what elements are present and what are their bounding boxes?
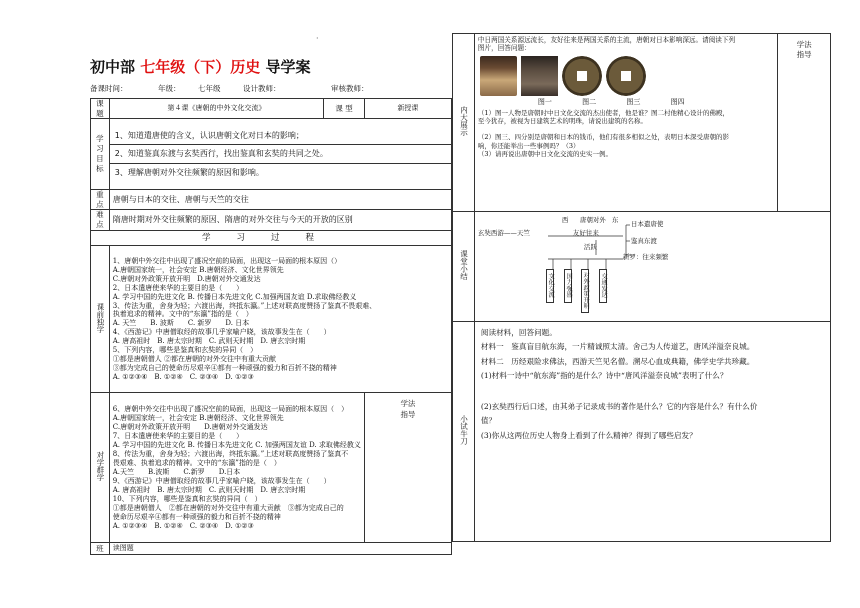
pre-study-line-4: 2、日本遣唐使来华的主要目的是（ ） xyxy=(112,283,244,292)
designer-label: 设计教师： xyxy=(243,84,281,93)
goals-label: 学习目标 xyxy=(91,119,110,190)
course-label: 课 题 xyxy=(91,99,110,119)
japan-coin-image xyxy=(606,56,646,96)
group-study-label: 对学群学 xyxy=(91,393,110,543)
show-intro-2: 图片，回答问题： xyxy=(477,44,531,53)
group-study-line-14: A. ①②③④ B. ①②④ C. ②③④ D. ①②③ xyxy=(112,521,254,530)
key-label: 重 点 xyxy=(91,190,110,210)
pre-study-line-11: 5、下列内容，哪些是鉴真和玄奘的异同（ ） xyxy=(112,346,258,355)
page-title xyxy=(90,56,311,77)
pre-study-line-10: A. 唐高祖时 B. 唐太宗时期 C. 武则天时期 D. 唐玄宗时期 xyxy=(112,337,306,346)
pre-study-questions xyxy=(109,246,451,393)
course-value: 第４课《唐朝的中外文化交流》 xyxy=(109,99,323,119)
group-study-line-7: 畏艰难、执着追求的精神。文中的“东瀛”指的是（ ） xyxy=(112,458,281,467)
practice-line-1: 阅读材料，回答问题。 xyxy=(480,328,557,337)
group-study-line-4: 7、日本遣唐使来华的主要目的是（ ） xyxy=(112,432,244,441)
goal-2: 2、知道鉴真东渡与玄奘西行，找出鉴真和玄奘的共同之处。 xyxy=(110,145,451,164)
type-label: 课 型 xyxy=(324,99,365,119)
group-study-line-2: A.唐朝国家统一，社会安定 B.唐朝经济、文化世界领先 xyxy=(112,414,284,423)
goals-cell xyxy=(109,119,451,190)
summary-box-traffic: 交通发达 xyxy=(599,269,607,303)
practice-line-6 xyxy=(481,392,826,400)
group-study-line-11: 10、下列内容，哪些是鉴真和玄奘的异同（ ） xyxy=(112,494,262,503)
pre-study-line-13: ③都为完成自己的使命历尽艰辛④都有一种顽强的毅力和百折不挠的精神 xyxy=(112,364,337,373)
practice-line-3: 材料二 历经艰险求佛法，西游天竺见名僧。溯尽心血成典籍，佛学史学共珍藏。 xyxy=(480,356,755,366)
practice-line-5 xyxy=(481,384,826,392)
temple-photo-image xyxy=(521,56,558,96)
tang-coin-image xyxy=(562,56,602,96)
pre-study-line-7: 执着追求的精神。文中的“东瀛”指的是（ ） xyxy=(112,310,253,319)
show-question-line-2: 至今犹存，被视为日建筑艺术的明珠，请说出建筑的名称。 xyxy=(477,117,647,126)
pre-study-line-6: 3、传法为重，舍身为轻；六渡出海，终抵东瀛。”上述对联高度赞扬了鉴真不畏艰难、 xyxy=(112,301,377,310)
group-study-line-13: 使命历尽艰辛④都有一种顽强的毅力和百折不挠的精神 xyxy=(112,512,281,521)
goal-3: 3、理解唐朝对外交往频繁的原因和影响。 xyxy=(114,167,264,177)
difficulty-value: 隋唐时期对外交往频繁的原因、隋唐的对外交往与今天的开放的区别 xyxy=(109,210,451,230)
pre-study-line-12: ①都是唐朝僧人 ②都在唐朝的对外交往中有重大贡献 xyxy=(112,355,276,364)
practice-line-9: (3)你从这两位历史人物身上看到了什么精神？得到了哪些启发？ xyxy=(480,430,697,440)
method-guide-left: 学法指导 xyxy=(364,393,451,543)
lesson-plan-table xyxy=(90,98,452,555)
group-study-questions xyxy=(109,393,364,543)
pre-study-line-9: 4、《西游记》中唐僧取经的故事几乎家喻户晓，该故事发生在（ ） xyxy=(112,328,331,337)
group-study-line-3: C.唐朝对外政策开放开明 D.唐朝对外交通发达 xyxy=(112,423,268,432)
summary-diagram xyxy=(474,212,830,322)
summary-east: 东 xyxy=(611,215,619,224)
practice-questions xyxy=(474,322,830,542)
prep-time-label: 备课时间： xyxy=(90,84,128,93)
show-question-line-4: （2）图三、四分别是唐朝和日本的钱币，他们有很多相似之处，表明日本深受唐朝的影 xyxy=(477,133,730,142)
summary-friendly: 友好往来 xyxy=(572,228,599,237)
title-subject: 七年级（下）历史 xyxy=(140,58,261,76)
monk-portrait-image xyxy=(480,56,517,96)
pre-study-line-1: 1、唐朝中外交往中出现了盛况空前的局面，出现这一局面的根本原因（） xyxy=(112,256,342,265)
practice-line-8: 值？ xyxy=(480,416,497,426)
show-label: 内大展示 xyxy=(453,34,475,212)
class-label: 班 xyxy=(91,543,110,555)
grade-label: 年级： xyxy=(158,84,181,93)
summary-west: 西 xyxy=(561,215,569,224)
group-study-line-5: A. 学习中国的先进文化 B. 传播日本先进文化 C. 加强两国友谊 D. 求取佛经教义 xyxy=(112,441,361,450)
practice-line-4: (1)材料一诗中“航东海”指的是什么？诗中“唐风洋溢奈良城”表明了什么？ xyxy=(480,371,728,381)
group-study-line-8: A.天竺 B.波斯 C.新罗 D.日本 xyxy=(112,467,241,476)
show-question-line-6: （3）请再说出唐朝中日文化交流的史实一例。 xyxy=(477,150,613,159)
pre-study-line-5: A. 学习中国的先进文化 B. 传播日本先进文化 C.加强两国友谊 D.求取佛经教义 xyxy=(112,292,357,301)
show-question-line-1: （1）图一人物是唐朝时中日文化交流的杰出使者，他是谁？图二村他精心设计的佛殿， xyxy=(477,108,730,117)
summary-xinluo: 新罗：往来频繁 xyxy=(622,252,669,261)
show-question-line-5: 响，你还能举出一些事例吗？（3） xyxy=(477,141,580,150)
picture-row xyxy=(480,56,774,96)
goal-1: 1、知道遣唐使的含义，认识唐朝文化对日本的影响； xyxy=(110,127,451,146)
title-prefix: 初中部 xyxy=(90,58,136,76)
group-study-line-9: 9、《西游记》中唐僧取经的故事几乎家喻户晓，该故事发生在（ ） xyxy=(112,476,331,485)
pre-study-line-14: A. ①②③④ B. ①②④ C. ②③④ D. ①②③ xyxy=(112,373,254,382)
difficulty-label: 难 点 xyxy=(91,210,110,230)
right-table xyxy=(452,33,831,542)
method-guide-right: 学法指导 xyxy=(778,34,831,212)
group-study-line-1: 6、唐朝中外交往中出现了盛况空前的局面，出现这一局面的根本原因（ ） xyxy=(112,405,349,414)
pre-study-line-8: A. 天竺 B. 波斯 C. 新罗 D. 日本 xyxy=(112,319,250,328)
pre-study-line-2: A.唐朝国家统一，社会安定 B.唐朝经济、文化世界领先 xyxy=(112,265,284,274)
summary-jianzhen: 鉴真东渡 xyxy=(630,236,657,245)
summary-label: 课堂小结 xyxy=(453,212,475,322)
summary-box-policy: 对外政策开明 xyxy=(581,269,589,313)
summary-box-strength: 国力强盛 xyxy=(564,269,572,303)
pre-study-label: 课前独学 xyxy=(91,246,110,393)
summary-active: 活跃 xyxy=(583,242,597,251)
show-questions xyxy=(478,109,774,159)
show-content xyxy=(474,34,777,212)
reviewer-label: 审核教师： xyxy=(331,84,369,93)
pre-study-line-3: C.唐朝对外政策开放开明 D.唐朝对外交通发达 xyxy=(112,274,261,283)
title-suffix: 导学案 xyxy=(265,58,311,76)
practice-label: 小试牛刀 xyxy=(453,322,475,542)
summary-box-culture: 文化交流 xyxy=(546,269,554,303)
grade-value: 七年级 xyxy=(198,84,221,93)
summary-xuanzang: 玄奘西游——天竺 xyxy=(477,228,530,237)
group-study-line-12: ①都是唐朝僧人 ②都在唐朝的对外交往中有重大贡献 ③都为完成自己的 xyxy=(112,503,344,512)
group-study-line-6: 8、传法为重，舍身为轻；六渡出海，终抵东瀛。”上述对联高度赞扬了鉴真不 xyxy=(112,450,349,459)
practice-line-2: 材料一 鉴真盲目航东海，一片精诚照太清。舍己为人传道艺，唐风洋溢奈良城。 xyxy=(480,342,755,352)
group-study-line-10: A. 唐高祖时 B. 唐太宗时期 C. 武则天时期 D. 唐玄宗时期 xyxy=(112,485,306,494)
summary-policy: 唐朝对外 xyxy=(579,215,606,224)
map-question-label: 读图题 xyxy=(109,543,451,555)
key-value: 唐朝与日本的交往、唐朝与天竺的交往 xyxy=(109,190,451,210)
process-heading: 学习过程 xyxy=(91,230,452,246)
show-intro-1: 中日两国关系源远流长，友好往来是两国关系的主流，唐朝对日本影响深远。请阅读下列 xyxy=(477,36,736,44)
summary-japan-envoys: 日本遣唐使 xyxy=(630,219,664,228)
practice-line-7: (2)玄奘西行后口述，由其弟子记录成书的著作是什么？它的内容是什么？有什么价 xyxy=(480,401,758,411)
picture-captions: 图一 图二 图三 图四 xyxy=(537,97,685,106)
type-value: 新授课 xyxy=(364,99,451,119)
page-dot: · xyxy=(316,34,319,43)
